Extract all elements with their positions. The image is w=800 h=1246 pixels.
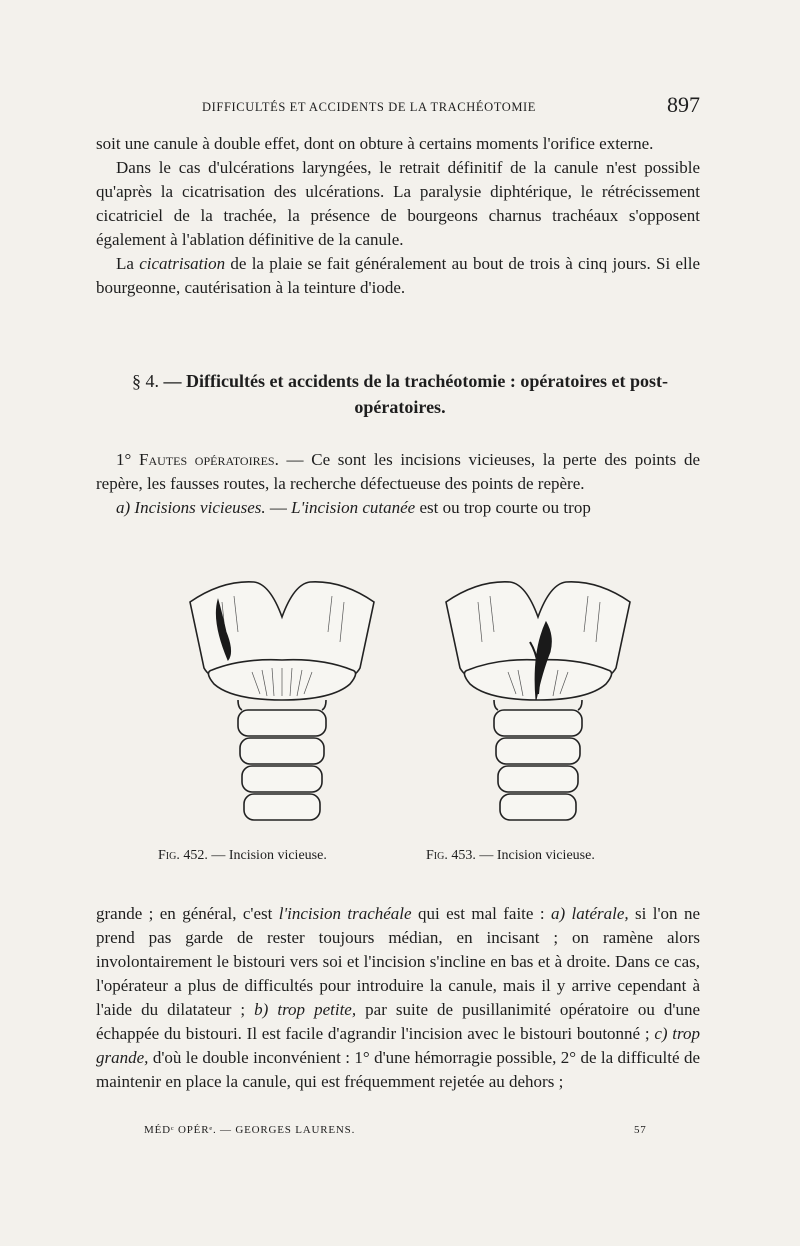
section-symbol: § 4. bbox=[131, 371, 159, 391]
section-title: — Difficultés et accidents de la trachéotomie : opératoires et post-opératoires. bbox=[163, 371, 669, 417]
page-number: 897 bbox=[667, 92, 700, 117]
term-incision-cutanee: L'incision cutanée bbox=[291, 498, 416, 517]
figure-caption-text-453: — Incision vicieuse. bbox=[479, 848, 595, 863]
term-incision-tracheale: l'incision trachéale bbox=[278, 904, 412, 923]
figure-number-452: Fig. 452. bbox=[158, 848, 208, 863]
paragraph-canule: soit une canule à double effet, dont on obture à certains moments l'orifice externe. bbox=[96, 134, 654, 153]
term-cicatrisation: cicatrisation bbox=[139, 254, 226, 273]
figure-number-453: Fig. 453. bbox=[426, 848, 476, 863]
figure-453-larynx-illustration bbox=[438, 572, 638, 842]
paragraph-incisions: a) Incisions vicieuses. — L'incision cutanée est ou trop courte ou trop bbox=[116, 498, 591, 517]
incisions-label: a) Incisions vicieuses. bbox=[116, 498, 266, 517]
text-block-top bbox=[96, 132, 700, 300]
paragraph-incision-tracheale: grande ; en général, c'est l'incision trachéale qui est mal faite : a) latérale, si l'on ne prend pas garde de rester toujours médian, en incisant ; on ramène alors involontairement le bistouri vers soi et l'incision s'incline en bas et à droite. Dans ce cas, l'opérateur a plus de difficultés pour introduire la canule, mais il y arrive cependant à l'aide du dilatateur ; b) trop petite, par suite de pusillanimité opératoire ou d'une échappée du bistouri. Il est facile d'agrandir l'incision avec le bistouri boutonné ; c) trop grande, d'où le double inconvénient : 1° d'une hémorragie possible, 2° de la difficulté de maintenir en place la canule, qui est fréquemment rejetée au dehors ; bbox=[96, 904, 700, 1091]
term-trop-petite: b) trop petite, bbox=[254, 1000, 357, 1019]
page-footer bbox=[144, 1124, 684, 1144]
section-heading bbox=[100, 368, 700, 420]
paragraph-cicatrisation: La cicatrisation de la plaie se fait généralement au bout de trois à cinq jours. Si elle bourgeonne, cautérisation à la teinture d'iode. bbox=[96, 254, 700, 297]
paragraph-ulcerations: Dans le cas d'ulcérations laryngées, le retrait définitif de la canule n'est possible qu'après la cicatrisation des ulcérations. La paralysie diphtérique, le rétrécissement cicatriciel de la trachée, la présence de bourgeons charnus trachéaux s'opposent également à l'ablation définitive de la canule. bbox=[96, 158, 700, 249]
figure-caption-453 bbox=[426, 848, 595, 864]
larynx-drawing-452 bbox=[182, 572, 382, 842]
term-trop-grande: c) trop grande, bbox=[96, 1024, 700, 1067]
paragraph-fautes: 1° Fautes opératoires. — Ce sont les incisions vicieuses, la perte des points de repère, les fausses routes, la recherche défectueuse des points de repère. bbox=[96, 450, 700, 493]
running-title: DIFFICULTÉS ET ACCIDENTS DE LA TRACHÉOTOMIE bbox=[202, 100, 537, 114]
larynx-drawing-453 bbox=[438, 572, 638, 842]
footer-sheet-number: 57 bbox=[634, 1124, 647, 1136]
figure-452-larynx-illustration bbox=[182, 572, 382, 842]
fautes-label: Fautes opératoires. bbox=[139, 450, 279, 469]
term-laterale: a) latérale, bbox=[550, 904, 629, 923]
text-block-faults bbox=[96, 448, 700, 520]
text-block-bottom bbox=[96, 902, 700, 1094]
page-header bbox=[96, 94, 706, 120]
figure-caption-452 bbox=[158, 848, 327, 864]
figure-caption-text-452: — Incision vicieuse. bbox=[211, 848, 327, 863]
footer-signature: MÉDᶜ OPÉRᵉ. — GEORGES LAURENS. bbox=[144, 1124, 356, 1136]
